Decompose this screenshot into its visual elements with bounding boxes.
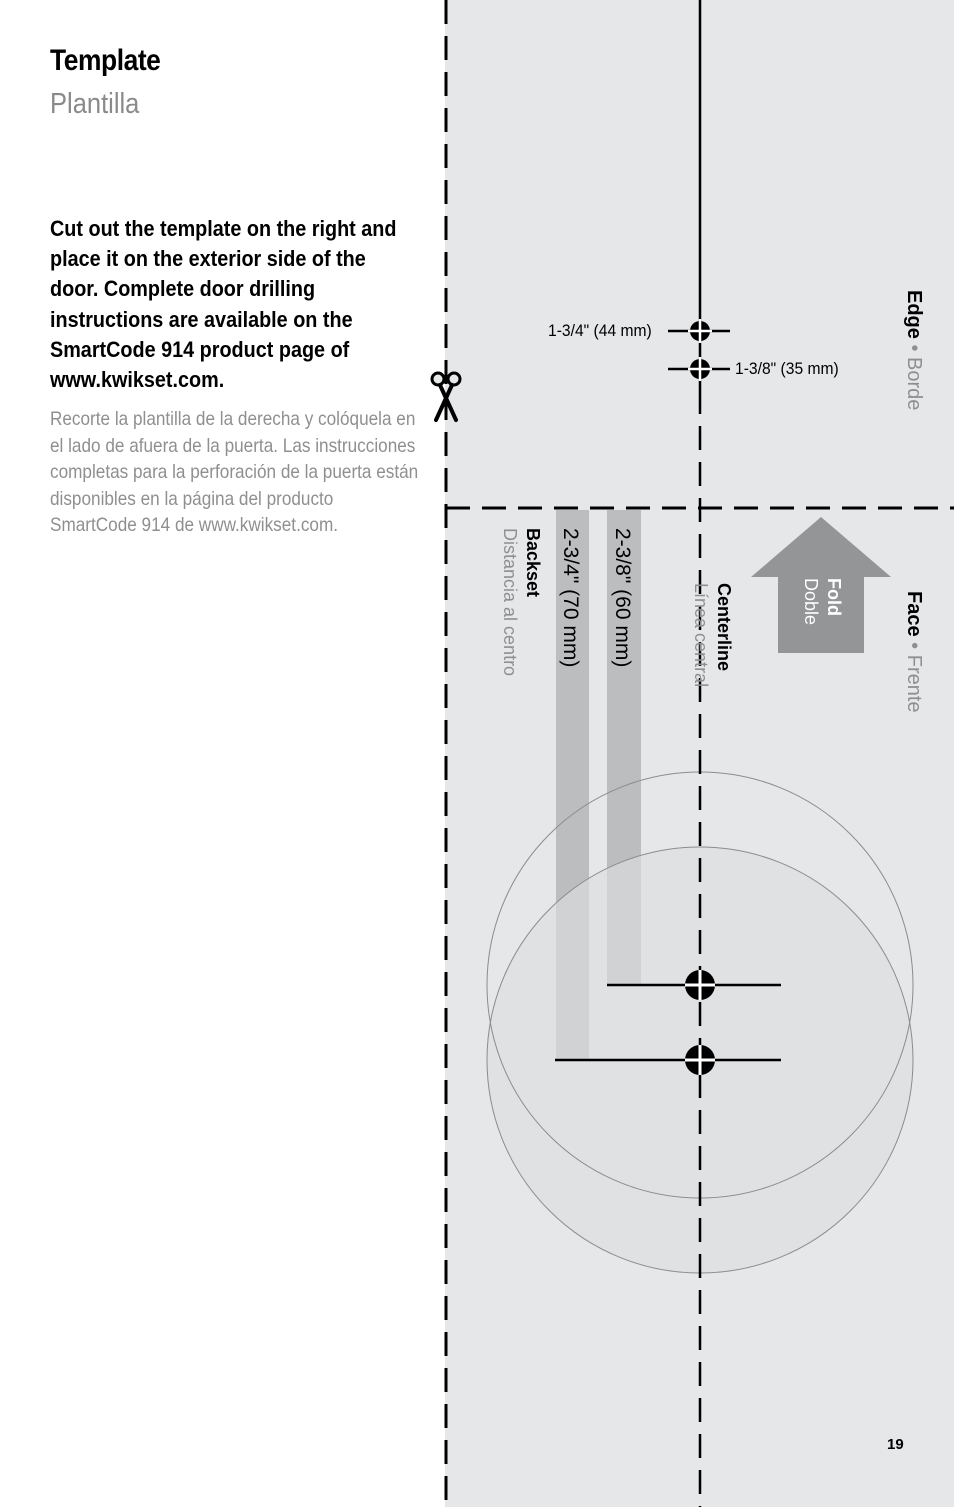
centerline-label-en: Centerline [714, 583, 734, 672]
edge-measure-44mm: 1-3/4" (44 mm) [548, 321, 652, 340]
page-title: Template [50, 44, 161, 77]
backset-label-en: Backset [523, 528, 543, 598]
crosshair-bore-60mm [685, 970, 715, 1000]
fold-label [799, 578, 845, 625]
centerline-label-es: Línea central [691, 583, 711, 688]
crosshair-bore-70mm [685, 1045, 715, 1075]
crosshair-edge-35mm [688, 357, 712, 381]
bullet-icon: • [903, 344, 925, 352]
edge-label-es: Borde [903, 357, 925, 411]
backset-70mm-label: 2-3/4" (70 mm) [559, 528, 582, 668]
face-label [902, 591, 925, 713]
crosshair-edge-44mm [688, 319, 712, 343]
centerline-label [689, 583, 735, 687]
edge-label [902, 290, 925, 410]
backset-label [498, 528, 544, 676]
page-subtitle: Plantilla [50, 88, 140, 120]
instructions-spanish: Recorte la plantilla de la derecha y colóquela en el lado de afuera de la puerta. Las instrucciones completas para la perforación de la puerta están disponibles en la página del producto SmartCode 914 de www.kwikset.com. [50, 408, 419, 536]
fold-label-es: Doble [801, 578, 821, 626]
face-label-en: Face [903, 591, 925, 637]
face-label-es: Frente [903, 654, 925, 713]
edge-measure-35mm: 1-3/8" (35 mm) [735, 359, 839, 378]
backset-label-es: Distancia al centro [500, 528, 520, 677]
bullet-icon: • [903, 642, 925, 650]
backset-60mm-label: 2-3/8" (60 mm) [611, 528, 634, 668]
fold-label-en: Fold [824, 578, 844, 616]
page-number: 19 [887, 1436, 904, 1453]
edge-label-en: Edge [903, 290, 925, 339]
instructions-english: Cut out the template on the right and place it on the exterior side of the door. Complete door drilling instructions are available on the SmartCode 914 product page of www.kwikset.com. [50, 216, 397, 393]
